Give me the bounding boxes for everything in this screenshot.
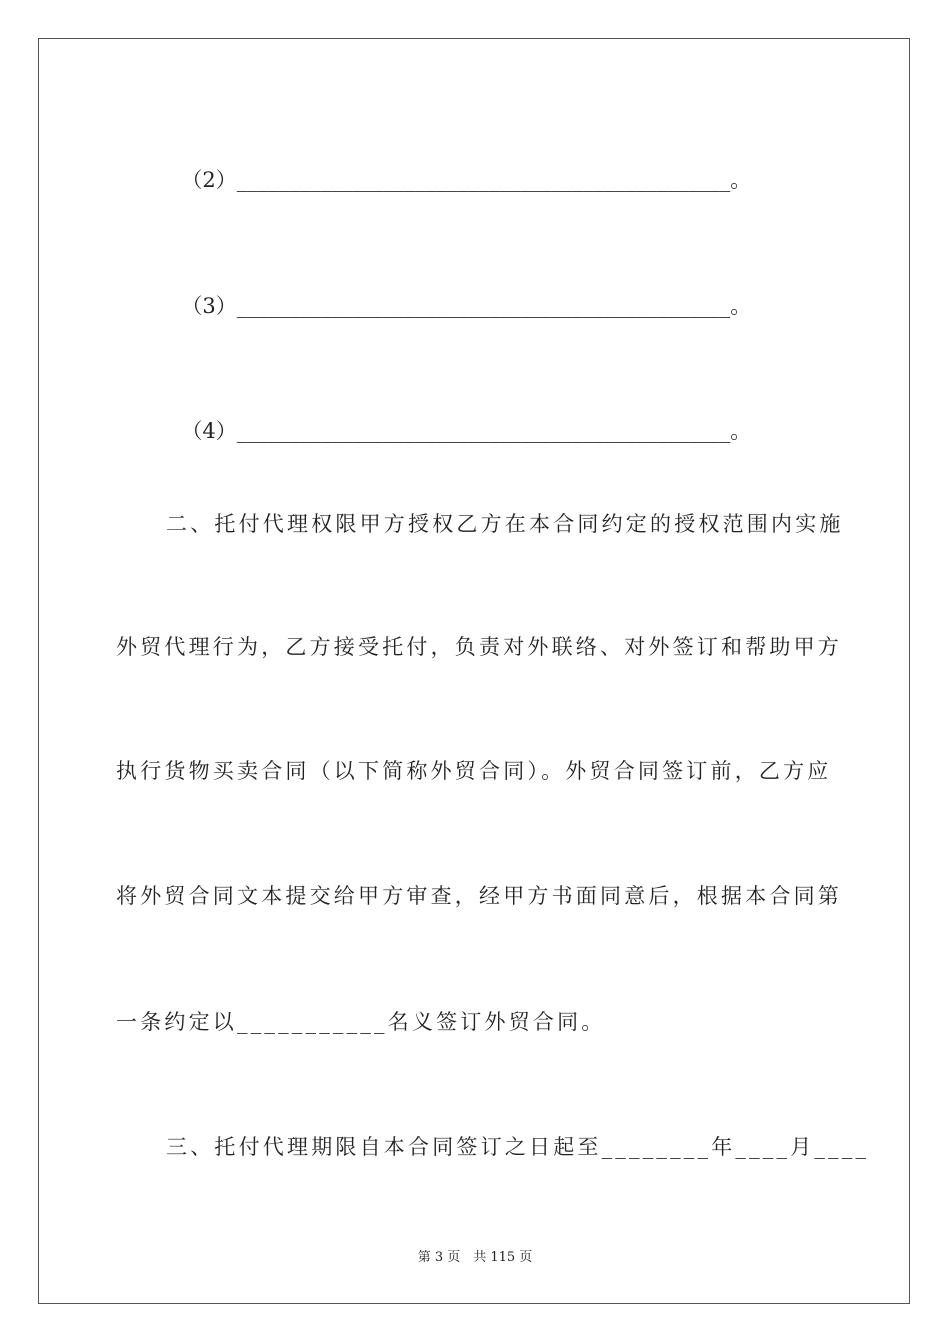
section-2-line-2: 外贸代理行为，乙方接受托付，负责对外联络、对外签订和帮助甲方	[116, 635, 842, 659]
fill-blank: _______________________________________________	[236, 419, 731, 443]
section-3-line-1: 三、托付代理期限自本合同签订之日起至________年____月____	[166, 1135, 870, 1159]
item-label: （2）	[181, 168, 237, 192]
section-2-line-4: 将外贸合同文本提交给甲方审查，经甲方书面同意后，根据本合同第	[116, 884, 842, 908]
section-2-line-1: 二、托付代理权限甲方授权乙方在本合同约定的授权范围内实施	[166, 512, 844, 536]
fill-blank: _______________________________________________	[236, 294, 731, 318]
item-end: 。	[730, 419, 752, 443]
section-2-line-3: 执行货物买卖合同（以下简称外贸合同）。外贸合同签订前，乙方应	[116, 759, 832, 783]
page-footer: 第 3 页 共 115 页	[417, 1250, 533, 1265]
list-item	[168, 386, 751, 446]
item-label: （4）	[181, 419, 237, 443]
list-item	[168, 135, 751, 195]
section-2-line-5: 一条约定以___________名义签订外贸合同。	[116, 1010, 606, 1034]
page-frame	[38, 38, 910, 1304]
item-end: 。	[730, 294, 752, 318]
list-item	[168, 261, 751, 321]
fill-blank: _______________________________________________	[236, 168, 731, 192]
item-end: 。	[730, 168, 752, 192]
item-label: （3）	[181, 294, 237, 318]
